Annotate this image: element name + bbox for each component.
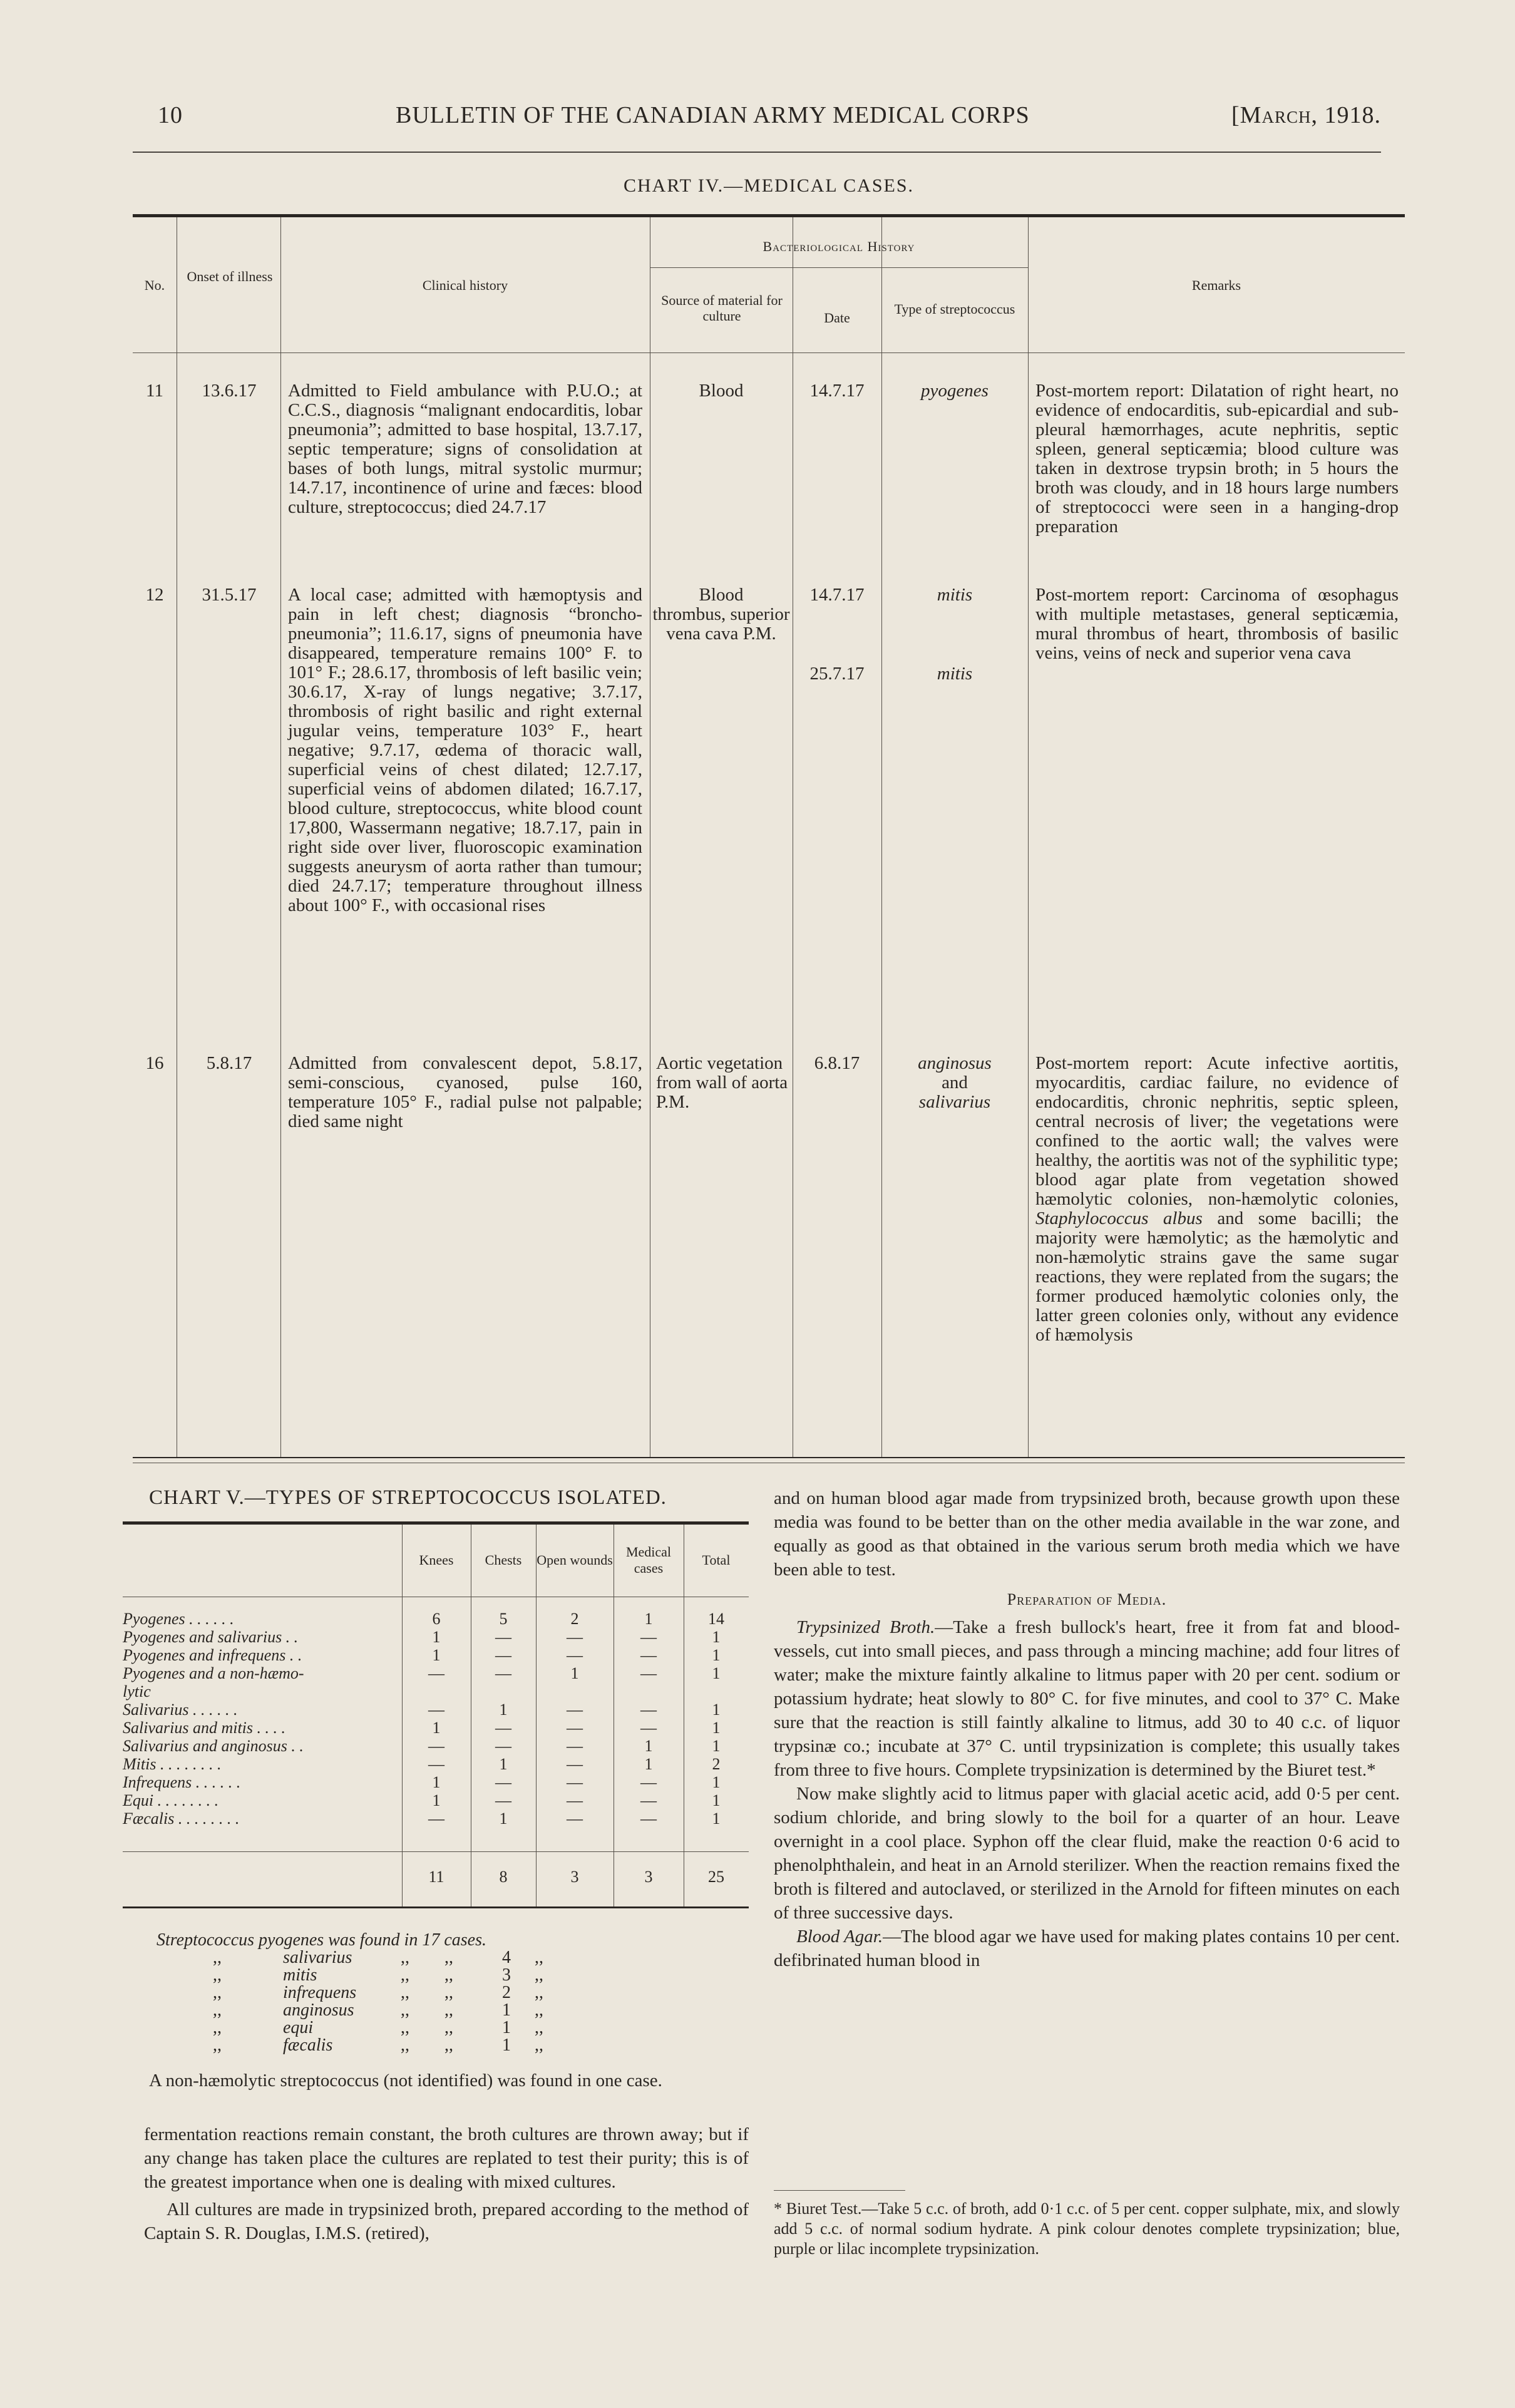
summary-lead-text: Streptococcus pyogenes was found in 17 cases. — [157, 1930, 486, 1950]
column-rule — [280, 217, 281, 1457]
case-streptococcus-type-second: mitis — [937, 664, 973, 684]
cell-knees: — — [428, 1701, 444, 1719]
chart5-title: CHART V.—TYPES OF STREPTOCOCCUS ISOLATED. — [149, 1486, 667, 1509]
total-medical-cases: 3 — [644, 1868, 653, 1886]
header-chests: Chests — [485, 1552, 522, 1568]
row-label: Fæcalis . . . . . . . . — [123, 1809, 240, 1828]
paragraph-body: —The blood agar we have used for making plates contains 10 per cent. defibrinated human blood in — [774, 1927, 1400, 1970]
cell-open-wounds: — — [567, 1755, 583, 1773]
ditto-mark: ,, — [535, 1983, 543, 2002]
cell-open-wounds: — — [567, 1628, 583, 1646]
ditto-mark: ,, — [213, 2035, 222, 2055]
case-onset: 5.8.17 — [206, 1053, 252, 1073]
cell-knees: 1 — [432, 1791, 441, 1809]
right-column-text — [774, 1486, 1400, 1972]
cell-knees: 1 — [432, 1719, 441, 1737]
cell-knees: — — [428, 1809, 444, 1828]
cell-knees: — — [428, 1755, 444, 1773]
species-name: infrequens — [283, 1983, 357, 2002]
cell-chests: — — [495, 1791, 511, 1809]
paragraph — [774, 1925, 1400, 1972]
running-header — [133, 101, 1381, 135]
summary-note: A non-hæmolytic streptococcus (not identified) was found in one case. — [149, 2071, 662, 2091]
remarks-organism: Staphylococcus albus — [1035, 1208, 1203, 1228]
cell-open-wounds: — — [567, 1737, 583, 1755]
chart5-row — [123, 1773, 749, 1791]
species-count: 4 — [502, 1948, 511, 1967]
cell-total: 1 — [712, 1809, 721, 1828]
cell-medical-cases: — — [640, 1701, 657, 1719]
cell-chests: — — [495, 1737, 511, 1755]
species-name: mitis — [283, 1965, 317, 1985]
total-rule — [123, 1851, 749, 1852]
row-label: Salivarius and mitis . . . . — [123, 1719, 286, 1737]
ditto-mark: ,, — [535, 1965, 543, 1985]
header-source: Source of material for culture — [661, 292, 783, 324]
header-date: Date — [824, 310, 850, 326]
cell-chests: — — [495, 1773, 511, 1791]
cell-total: 1 — [712, 1737, 721, 1755]
species-count: 1 — [502, 2035, 511, 2055]
paragraph-body: —Take a fresh bullock's heart, free it from fat and blood-vessels, cut into small pieces, and pass through a mincing machine; add four litres of water; make the mixture faintly alkaline to litmus paper with 20 per cent. sodium or potassium hydrate; heat slowly to 80° C. for five minutes, and cool to 37° C. Make sure that the reaction is still faintly alkaline to litmus, add 30 to 40 c.c. of liquor trypsinæ co.; incubate at 37° C. until trypsinization is complete; this usually takes from three to five hours. Complete trypsinization is determined by the Biuret test.* — [774, 1617, 1400, 1780]
ditto-mark: ,, — [444, 1983, 453, 2002]
ditto-mark: ,, — [213, 1948, 222, 1967]
chart5-row — [123, 1809, 749, 1828]
cell-medical-cases: 1 — [644, 1737, 653, 1755]
page-number: 10 — [158, 102, 183, 128]
row-label: Infrequens . . . . . . — [123, 1773, 241, 1791]
type-salivarius: salivarius — [918, 1092, 991, 1112]
ditto-mark: ,, — [535, 2018, 543, 2037]
chart5-row — [123, 1737, 749, 1755]
ditto-mark: ,, — [213, 1965, 222, 1985]
header-onset: Onset of illness — [187, 269, 273, 284]
cell-knees: — — [428, 1737, 444, 1755]
subheader-rule — [650, 267, 1028, 268]
cell-knees: — — [428, 1664, 444, 1682]
cell-open-wounds: — — [567, 1791, 583, 1809]
cell-open-wounds: — — [567, 1701, 583, 1719]
cell-total: 1 — [712, 1628, 721, 1646]
cell-total: 14 — [708, 1610, 724, 1628]
case-date: 6.8.17 — [814, 1053, 860, 1073]
case-clinical-history: Admitted to Field ambulance with P.U.O.; at C.C.S., diagnosis “malignant endocarditis, lobar pneumonia”; admitted to base hospital, 13.7.17, septic temperature; signs of consolidation at bases of both lungs, mitral systolic murmur; 14.7.17, incontinence of urine and fæces: blood culture, streptococcus; died 24.7.17 — [288, 381, 642, 517]
header-rule — [133, 152, 1381, 153]
chart5-table — [123, 1521, 749, 1908]
ditto-mark: ,, — [401, 2018, 409, 2037]
total-chests: 8 — [499, 1868, 508, 1886]
ditto-mark: ,, — [444, 1965, 453, 1985]
cell-chests: — — [495, 1646, 511, 1664]
case-date: 14.7.17 — [809, 381, 865, 401]
case-source: Aortic vegetation from wall of aorta P.M. — [656, 1053, 788, 1112]
row-label: Salivarius . . . . . . — [123, 1701, 238, 1719]
cell-knees: 6 — [432, 1610, 441, 1628]
totals-row — [123, 1868, 749, 1886]
cell-medical-cases: — — [640, 1809, 657, 1828]
species-count: 3 — [502, 1965, 511, 1985]
case-remarks — [1035, 1054, 1399, 1345]
header-bacteriological: Bacteriological History — [763, 239, 915, 254]
chart5-row — [123, 1682, 749, 1701]
ditto-mark: ,, — [444, 2035, 453, 2055]
cell-medical-cases: — — [640, 1664, 657, 1682]
species-name: equi — [283, 2018, 314, 2037]
header-open-wounds: Open wounds — [537, 1552, 613, 1568]
ditto-mark: ,, — [401, 2035, 409, 2055]
case-streptococcus-type — [881, 1054, 1028, 1112]
case-no: 16 — [145, 1053, 164, 1073]
case-no: 11 — [146, 381, 163, 401]
cell-total: 1 — [712, 1664, 721, 1682]
cell-chests: — — [495, 1719, 511, 1737]
cell-open-wounds: — — [567, 1719, 583, 1737]
ditto-mark: ,, — [444, 2000, 453, 2020]
header-knees: Knees — [419, 1552, 454, 1568]
cell-total: 1 — [712, 1646, 721, 1664]
row-label: Pyogenes . . . . . . — [123, 1610, 234, 1628]
chart5-row — [123, 1628, 749, 1646]
issue-date: [March, 1918. — [1231, 102, 1381, 128]
header-type: Type of streptococcus — [894, 301, 1015, 317]
journal-title: BULLETIN OF THE CANADIAN ARMY MEDICAL CORPS — [396, 102, 1030, 128]
chart5-row — [123, 1664, 749, 1682]
footnote: * Biuret Test.—Take 5 c.c. of broth, add 0·1 c.c. of 5 per cent. copper sulphate, mix, and slowly add 5 c.c. of normal sodium hydrate. A pink colour denotes complete trypsinization; blue, purple or lilac incomplete trypsinization. — [774, 2200, 1400, 2258]
paragraph: fermentation reactions remain constant, the broth cultures are thrown away; but if any change has taken place the cultures are replated to test their purity; this is of the greatest importance when one is dealing with mixed cultures. — [144, 2124, 749, 2192]
case-source: Blood — [699, 585, 744, 605]
species-count: 1 — [502, 2000, 511, 2020]
cell-medical-cases: 1 — [644, 1610, 653, 1628]
total-knees: 11 — [428, 1868, 444, 1886]
header-medical-cases: Medical cases — [625, 1544, 672, 1576]
header-no: No. — [144, 277, 165, 293]
ditto-mark: ,, — [535, 2035, 543, 2055]
cell-medical-cases: — — [640, 1773, 657, 1791]
species-name: salivarius — [283, 1948, 352, 1967]
section-heading: Preparation of Media. — [1007, 1590, 1167, 1608]
ditto-mark: ,, — [535, 2000, 543, 2020]
case-clinical-history: A local case; admitted with hæmoptysis and pain in left chest; diagnosis “broncho-pneumonia”; 11.6.17, signs of pneumonia have disappeared, temperature remains 100° F. to 101° F.; 28.6.17, thrombosis of left basilic vein; 30.6.17, X-ray of lungs negative; 3.7.17, thrombosis of right basilic and right external jugular veins, temperature 103° F., heart negative; 9.7.17, œdema of thoracic wall, superficial veins of chest dilated; 12.7.17, superficial veins of abdomen dilated; 16.7.17, blood culture, streptococcus, white blood count 17,800, Wassermann negative; 18.7.17, pain in right side over liver, fluoroscopic examination suggests aneurysm of aorta rather than tumour; died 24.7.17; temperature throughout illness about 100° F., with occasional rises — [288, 585, 642, 915]
species-count: 1 — [502, 2018, 511, 2037]
type-and: and — [942, 1073, 968, 1093]
column-rule — [1028, 217, 1029, 1457]
ditto-mark: ,, — [213, 2000, 222, 2020]
footnote-rule — [774, 2190, 905, 2191]
left-column-text — [144, 2122, 749, 2245]
ditto-mark: ,, — [213, 1983, 222, 2002]
cell-chests: 5 — [499, 1610, 508, 1628]
cell-total: 1 — [712, 1701, 721, 1719]
paragraph: All cultures are made in trypsinized broth, prepared according to the method of Captain S. R. Douglas, I.M.S. (retired), — [144, 2200, 749, 2243]
header-clinical: Clinical history — [422, 277, 508, 293]
cell-chests: 1 — [499, 1809, 508, 1828]
ditto-mark: ,, — [444, 1948, 453, 1967]
cell-total: 1 — [712, 1773, 721, 1791]
species-name: fæcalis — [283, 2035, 333, 2055]
chart5-row — [123, 1610, 749, 1628]
case-date: 14.7.17 — [809, 585, 865, 605]
chart4-table — [133, 214, 1405, 1458]
chart4-title: CHART IV.—MEDICAL CASES. — [623, 175, 915, 196]
cell-knees: 1 — [432, 1646, 441, 1664]
row-label: Salivarius and anginosus . . — [123, 1737, 304, 1755]
cell-open-wounds: 2 — [570, 1610, 579, 1628]
case-clinical-history: Admitted from convalescent depot, 5.8.17, semi-conscious, cyanosed, pulse 160, temperature 105° F., radial pulse not palpable; died same night — [288, 1053, 642, 1131]
case-no: 12 — [145, 585, 164, 605]
case-streptococcus-type: mitis — [937, 585, 973, 605]
species-count: 2 — [502, 1983, 511, 2002]
remarks-part-a: Post-mortem report: Acute infective aortitis, myocarditis, cardiac failure, no evidence of endocarditis, chronic nephritis, septic spleen, central necrosis of liver; the vegetations were confined to the aortic wall; the valves were healthy, the aortitis was not of the syphilitic type; blood agar plate from vegetation showed hæmolytic colonies, non-hæmolytic colonies, — [1035, 1053, 1399, 1209]
species-name: anginosus — [283, 2000, 354, 2020]
cell-total: 1 — [712, 1791, 721, 1809]
case-source-second: thrombus, superior vena cava P.M. — [652, 604, 790, 644]
case-source: Blood — [699, 381, 744, 401]
paragraph: and on human blood agar made from trypsinized broth, because growth upon these media was found to be better than on the other media available in the war zone, and equally as good as that obtained in the various serum broth media which we have been able to test. — [774, 1488, 1400, 1580]
chart5-row — [123, 1791, 749, 1809]
case-date-second: 25.7.17 — [809, 664, 865, 684]
cell-chests: 1 — [499, 1701, 508, 1719]
cell-medical-cases: — — [640, 1646, 657, 1664]
cell-open-wounds: — — [567, 1646, 583, 1664]
cell-chests: — — [495, 1664, 511, 1682]
row-label: Pyogenes and salivarius . . — [123, 1628, 299, 1646]
ditto-mark: ,, — [213, 2018, 222, 2037]
cell-total: 1 — [712, 1719, 721, 1737]
header-total: Total — [702, 1552, 731, 1568]
paragraph — [774, 1615, 1400, 1782]
row-label: Pyogenes and infrequens . . — [123, 1646, 302, 1664]
case-streptococcus-type: pyogenes — [921, 381, 989, 401]
cell-open-wounds: 1 — [570, 1664, 579, 1682]
case-remarks: Post-mortem report: Carcinoma of œsophagus with multiple metastases, general septicæmia, mural thrombus of heart, thrombosis of basilic veins, veins of neck and superior vena cava — [1035, 585, 1399, 663]
total-total: 25 — [708, 1868, 724, 1886]
cell-knees: 1 — [432, 1628, 441, 1646]
chart5-row — [123, 1646, 749, 1664]
chart5-row — [123, 1755, 749, 1773]
case-onset: 31.5.17 — [202, 585, 257, 605]
case-remarks: Post-mortem report: Dilatation of right heart, no evidence of endocarditis, sub-epicardial and sub-pleural hæmorrhages, acute nephritis, septic spleen, general septicæmia; blood culture was taken in dextrose trypsin broth; in 5 hours the broth was cloudy, and in 18 hours large numbers of streptococci were seen in a hanging-drop preparation — [1035, 381, 1399, 537]
row-label: lytic — [123, 1682, 151, 1701]
ditto-mark: ,, — [401, 2000, 409, 2020]
paragraph: Now make slightly acid to litmus paper with glacial acetic acid, add 0·5 per cent. sodium chloride, and bring slowly to the boil for a quarter of an hour. Leave overnight in a cool place. Syphon off the clear fluid, make the reaction 0·6 acid to phenolphthalein, and heat in an Arnold sterilizer. When the reaction remains fixed the broth is filtered and autoclaved, or sterilized in the Arnold for fifteen minutes on each of three successive days. — [774, 1784, 1400, 1923]
column-rule — [881, 217, 882, 1457]
case-onset: 13.6.17 — [202, 381, 257, 401]
row-label: Equi . . . . . . . . — [123, 1791, 219, 1809]
total-open-wounds: 3 — [570, 1868, 579, 1886]
cell-medical-cases: 1 — [644, 1755, 653, 1773]
paragraph-lead: Blood Agar. — [796, 1927, 883, 1947]
cell-medical-cases: — — [640, 1719, 657, 1737]
cell-medical-cases: — — [640, 1791, 657, 1809]
ditto-mark: ,, — [535, 1948, 543, 1967]
chart5-row — [123, 1719, 749, 1737]
cell-knees: 1 — [432, 1773, 441, 1791]
ditto-mark: ,, — [444, 2018, 453, 2037]
header-bottom-rule — [133, 352, 1405, 353]
remarks-part-b: and some bacilli; the majority were hæmolytic; as the hæmolytic and non-hæmolytic strains gave the same sugar reactions, they were replated from the sugars; the former produced hæmolytic colonies only, the latter green colonies only, without any evidence of hæmolysis — [1035, 1208, 1399, 1345]
type-anginosus: anginosus — [918, 1053, 992, 1073]
cell-chests: — — [495, 1628, 511, 1646]
ditto-mark: ,, — [401, 1948, 409, 1967]
cell-open-wounds: — — [567, 1773, 583, 1791]
cell-chests: 1 — [499, 1755, 508, 1773]
cell-open-wounds: — — [567, 1809, 583, 1828]
chart5-row — [123, 1701, 749, 1719]
header-remarks: Remarks — [1191, 277, 1241, 293]
ditto-mark: ,, — [401, 1983, 409, 2002]
row-label: Mitis . . . . . . . . — [123, 1755, 222, 1773]
cell-total: 2 — [712, 1755, 721, 1773]
paragraph-lead: Trypsinized Broth. — [796, 1617, 935, 1637]
ditto-mark: ,, — [401, 1965, 409, 1985]
cell-medical-cases: — — [640, 1628, 657, 1646]
row-label: Pyogenes and a non-hæmo- — [123, 1664, 304, 1682]
